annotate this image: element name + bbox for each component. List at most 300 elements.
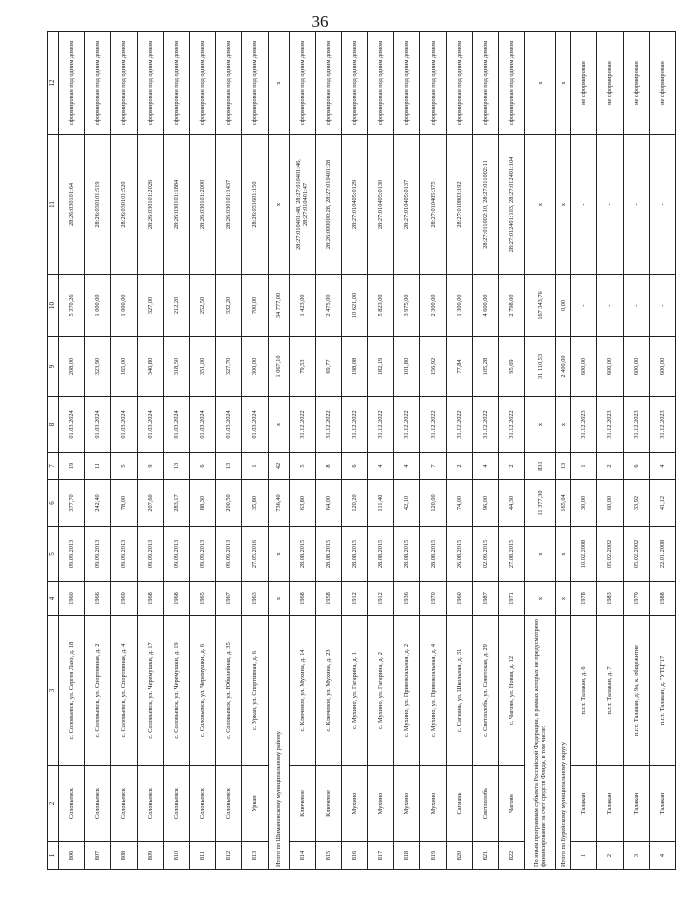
table-cell: с. Мухино, ул. Привокзальная, д. 4 [420, 616, 446, 766]
table-cell: 208,00 [59, 337, 85, 397]
table-cell: 1 067,10 [268, 337, 289, 397]
table-cell: 252,50 [189, 275, 215, 337]
table-cell: 19 [59, 453, 85, 480]
table-cell: - [623, 275, 649, 337]
table-row [289, 32, 315, 870]
table-cell: сформирован под одним домом [420, 32, 446, 135]
table-cell: 2 400,00 [556, 337, 571, 397]
table-cell: 09.09.2013 [137, 527, 163, 582]
table-cell: Соловьевск [137, 766, 163, 842]
table-cell: 9 [137, 453, 163, 480]
table-cell: 1 423,00 [289, 275, 315, 337]
table-cell: 817 [368, 842, 394, 870]
table-cell: 28:26:030101:519 [85, 135, 111, 275]
page-number: 36 [311, 12, 329, 31]
table-cell: 1912 [341, 582, 367, 616]
table-cell: 600,00 [571, 337, 597, 397]
table-cell: 31.12.2022 [289, 397, 315, 453]
table-cell: 28:27:012401:103, 28:27:012401:104 [499, 135, 525, 275]
table-cell: Сагиань [446, 766, 472, 842]
table-cell: не сформирован [597, 32, 623, 135]
table-cell: Мухино [420, 766, 446, 842]
table-cell: 0,00 [556, 275, 571, 337]
table-cell: 13 [556, 453, 571, 480]
table-cell: 323,90 [85, 337, 111, 397]
table-cell: x [556, 397, 571, 453]
table-cell: 351,00 [189, 337, 215, 397]
table-header-row [48, 32, 59, 870]
table-cell: 6 [341, 453, 367, 480]
table-cell: 736,40 [268, 480, 289, 527]
table-cell: 318,50 [163, 337, 189, 397]
table-cell: 1 000,00 [111, 275, 137, 337]
table-cell: x [525, 582, 556, 616]
table-cell: 700,00 [242, 275, 268, 337]
table-cell: - [571, 135, 597, 275]
table-row [111, 32, 137, 870]
table-cell: 8 [315, 453, 341, 480]
table-cell: 95,69 [499, 337, 525, 397]
table-row [571, 32, 597, 870]
table-cell: 09.09.2013 [216, 527, 242, 582]
table-cell: 820 [446, 842, 472, 870]
table-cell: с. Соловьевск, ул. Спортивная, д. 4 [111, 616, 137, 766]
table-cell: 1966 [85, 582, 111, 616]
table-total-row [525, 32, 556, 870]
table-cell: п.г.т. Талакан, д. 6 [571, 616, 597, 766]
table-cell: 4 [368, 453, 394, 480]
table-cell: 2 300,00 [420, 275, 446, 337]
table-cell: x [525, 32, 556, 135]
table-cell: 31.12.2022 [394, 397, 420, 453]
table-cell: 377,70 [59, 480, 85, 527]
table-cell: 815 [315, 842, 341, 870]
table-cell: 821 [472, 842, 498, 870]
table-cell: 5 [289, 453, 315, 480]
table-cell: 10 [48, 275, 59, 337]
table-cell: x [268, 527, 289, 582]
table-cell: п.г.т. Талакан, д. 9а, к. общежитие [623, 616, 649, 766]
table-cell: 1965 [189, 582, 215, 616]
table-cell: сформирован под одним домом [189, 32, 215, 135]
table-cell: 212,20 [163, 275, 189, 337]
table-cell: 28.08.2015 [368, 527, 394, 582]
table-cell: сформирован под одним домом [341, 32, 367, 135]
table-cell: 77,84 [446, 337, 472, 397]
table-cell: сформирован под одним домом [242, 32, 268, 135]
table-cell: 101,80 [394, 337, 420, 397]
table-cell: 28:26:030101:2026 [137, 135, 163, 275]
table-cell: Талакан [597, 766, 623, 842]
table-row [472, 32, 498, 870]
table-cell: п.г.т. Талакан, д. 7 [597, 616, 623, 766]
table-cell: 167 343,76 [525, 275, 556, 337]
table-cell: 10.02.2008 [571, 527, 597, 582]
table-cell: 13 [163, 453, 189, 480]
table-cell: п.г.т. Талакан, д. "УТЦ"17 [649, 616, 675, 766]
table-cell: 327,70 [216, 337, 242, 397]
table-cell: 2 [597, 453, 623, 480]
table-row [499, 32, 525, 870]
table-cell: 3 [48, 616, 59, 766]
table-cell: с. Уркан, ул. Спортивная, д. 6 [242, 616, 268, 766]
table-cell: x [556, 582, 571, 616]
table-cell: с. Ключевое, ул. Мухина, д. 23 [315, 616, 341, 766]
table-row [137, 32, 163, 870]
table-cell: 2 [48, 766, 59, 842]
table-cell: 28:27:011002:10, 28:27:011002:11 [472, 135, 498, 275]
table-cell: 05.02.2002 [623, 527, 649, 582]
table-cell: 207,60 [137, 480, 163, 527]
table-cell: с. Светлолобь, ул. Советская, д. 29 [472, 616, 498, 766]
table-cell: 28.08.2015 [394, 527, 420, 582]
table-cell: Мухино [394, 766, 420, 842]
table-cell: 28:27:010405:375 [420, 135, 446, 275]
table-cell: 79,53 [289, 337, 315, 397]
table-row [394, 32, 420, 870]
table-cell: с. Соловьевск, ул. Черемушки, д. 17 [137, 616, 163, 766]
table-cell: с. Чагоян, ул. Новая, д. 12 [499, 616, 525, 766]
table-total-row [556, 32, 571, 870]
table-cell: 09.09.2013 [189, 527, 215, 582]
table-cell: 28:26:030101:1437 [216, 135, 242, 275]
table-cell: Чагоян [499, 766, 525, 842]
table-cell: 31.12.2022 [446, 397, 472, 453]
table-cell: 300,00 [242, 337, 268, 397]
table-cell: с. Мухино, ул. Гагарина, д. 1 [341, 616, 367, 766]
table-cell: 242,40 [85, 480, 111, 527]
table-cell: 6 [623, 453, 649, 480]
table-cell: 96,00 [472, 480, 498, 527]
table-cell: 28:26:030101:520 [111, 135, 137, 275]
table-cell: x [556, 32, 571, 135]
table-cell: сформирован под одним домом [216, 32, 242, 135]
table-cell: По иным программам субъекта Российской Федерации, в рамках которых не предусмотрено финансирование за счет средств Фонда, в том числе: [525, 616, 556, 870]
table-row [341, 32, 367, 870]
table-cell: 11 [48, 135, 59, 275]
table-cell: 4 [649, 453, 675, 480]
table-row [315, 32, 341, 870]
table-cell: 28:27:010405:0129 [341, 135, 367, 275]
table-cell: 1983 [597, 582, 623, 616]
table-cell: Талакан [623, 766, 649, 842]
table-cell: 01.03.2024 [85, 397, 111, 453]
table-cell: 31 110,53 [525, 337, 556, 397]
table-cell: 3 [623, 842, 649, 870]
table-cell: 1970 [420, 582, 446, 616]
table-cell: сформирован под одним домом [85, 32, 111, 135]
table-cell: 28:27:010405:0130 [368, 135, 394, 275]
table-cell: 28:26:000000:28, 28:27:010401:28 [315, 135, 341, 275]
table-cell: 33,92 [623, 480, 649, 527]
table-cell: сформирован под одним домом [472, 32, 498, 135]
table-row [59, 32, 85, 870]
table-cell: 1960 [446, 582, 472, 616]
table-cell: Соловьевск [163, 766, 189, 842]
table-cell: 69,77 [315, 337, 341, 397]
housing-table [47, 31, 676, 870]
table-cell: x [268, 582, 289, 616]
table-cell: 600,00 [623, 337, 649, 397]
table-cell: не сформирован [649, 32, 675, 135]
table-cell: 5 [111, 453, 137, 480]
table-cell: Итого по Шимановскому муниципальному району [268, 616, 289, 870]
table-cell: 42 [268, 453, 289, 480]
table-cell: x [525, 527, 556, 582]
table-cell: 283,17 [163, 480, 189, 527]
table-cell: 165,04 [556, 480, 571, 527]
table-cell: 813 [242, 842, 268, 870]
table-cell: x [525, 135, 556, 275]
table-cell: 809 [137, 842, 163, 870]
table-cell: 812 [216, 842, 242, 870]
table-cell: 2 475,00 [315, 275, 341, 337]
table-cell: 600,00 [649, 337, 675, 397]
table-cell: 4 [472, 453, 498, 480]
table-row [85, 32, 111, 870]
table-cell: сформирован под одним домом [315, 32, 341, 135]
table-cell: 1 [242, 453, 268, 480]
table-cell: 01.03.2024 [163, 397, 189, 453]
table-cell: 6 [189, 453, 215, 480]
table-cell: 814 [289, 842, 315, 870]
table-cell: 5 [48, 527, 59, 582]
table-cell: 74,00 [446, 480, 472, 527]
table-cell: 13 [216, 453, 242, 480]
table-cell: x [556, 527, 571, 582]
table-cell: 42,10 [394, 480, 420, 527]
table-cell: сформирован под одним домом [137, 32, 163, 135]
table-row [242, 32, 268, 870]
table-cell: 182,19 [368, 337, 394, 397]
table-cell: 28:26:031601:150 [242, 135, 268, 275]
table-cell: 60,00 [597, 480, 623, 527]
table-cell: 200,50 [216, 480, 242, 527]
table-cell: 1 [571, 453, 597, 480]
table-cell: 332,20 [216, 275, 242, 337]
table-cell: с. Соловьевск, ул. Сергея Лазо, д. 18 [59, 616, 85, 766]
table-cell: x [525, 397, 556, 453]
table-cell: x [268, 397, 289, 453]
table-cell: 01.03.2024 [59, 397, 85, 453]
table-cell: - [597, 135, 623, 275]
table-cell: 27.08.2015 [499, 527, 525, 582]
table-cell: 1988 [649, 582, 675, 616]
table-cell: Мухино [341, 766, 367, 842]
table-cell: сформирован под одним домом [163, 32, 189, 135]
table-cell: 1 000,00 [85, 275, 111, 337]
table-cell: 5 370,26 [59, 275, 85, 337]
table-cell: 28:27:010803:192 [446, 135, 472, 275]
table-cell: 198,08 [341, 337, 367, 397]
table-cell: 28:26:030101:1884 [163, 135, 189, 275]
table-cell: 01.03.2024 [189, 397, 215, 453]
table-cell: 31.12.2022 [472, 397, 498, 453]
table-body [48, 32, 676, 870]
table-cell: 1912 [368, 582, 394, 616]
table-cell: 810 [163, 842, 189, 870]
table-cell: 31.12.2022 [420, 397, 446, 453]
table-cell: 120,00 [420, 480, 446, 527]
table-cell: 12 [48, 32, 59, 135]
table-cell: 105,28 [472, 337, 498, 397]
table-cell: не сформирован [571, 32, 597, 135]
table-row [368, 32, 394, 870]
table-cell: 1969 [111, 582, 137, 616]
table-cell: Ключевое [289, 766, 315, 842]
table-cell: 31.12.2023 [623, 397, 649, 453]
table-cell: 7 [420, 453, 446, 480]
table-cell: 165,00 [111, 337, 137, 397]
table-cell: 26.08.2015 [446, 527, 472, 582]
table-cell: с. Соловьевск, ул. Черемушки, д. 6 [189, 616, 215, 766]
table-row [163, 32, 189, 870]
table-cell: Соловьевск [85, 766, 111, 842]
table-cell: 807 [85, 842, 111, 870]
table-cell: 30,00 [571, 480, 597, 527]
table-cell: 818 [394, 842, 420, 870]
table-cell: - [649, 275, 675, 337]
table-cell: 1 300,00 [446, 275, 472, 337]
table-cell: 31.12.2023 [649, 397, 675, 453]
table-cell: 31.12.2022 [499, 397, 525, 453]
table-cell: x [268, 135, 289, 275]
table-cell: 1936 [394, 582, 420, 616]
table-cell: - [571, 275, 597, 337]
table-cell: 78,00 [111, 480, 137, 527]
table-cell: 4 [649, 842, 675, 870]
table-cell: 31.12.2022 [368, 397, 394, 453]
table-cell: 5 823,00 [368, 275, 394, 337]
table-cell: с. Мухино, ул. Гагарина, д. 2 [368, 616, 394, 766]
table-row [189, 32, 215, 870]
table-cell: 831 [525, 453, 556, 480]
table-cell: 819 [420, 842, 446, 870]
table-cell: 327,00 [137, 275, 163, 337]
table-cell: сформирован под одним домом [289, 32, 315, 135]
table-cell: Мухино [368, 766, 394, 842]
table-row [623, 32, 649, 870]
table-cell: 05.02.2002 [597, 527, 623, 582]
table-cell: с. Ключевое, ул. Мухина, д. 14 [289, 616, 315, 766]
table-cell: 1968 [137, 582, 163, 616]
table-cell: 4 [394, 453, 420, 480]
table-cell: 28.08.2015 [420, 527, 446, 582]
table-cell: 1960 [59, 582, 85, 616]
table-cell: с. Соловьевск, ул. Юбилейная, д. 35 [216, 616, 242, 766]
table-cell: 10 621,00 [341, 275, 367, 337]
table-cell: 9 [48, 337, 59, 397]
table-row [649, 32, 675, 870]
table-cell: 02.09.2015 [472, 527, 498, 582]
table-cell: 28:27:010401:48, 28:27:010401:46, 28:27:010401:47 [289, 135, 315, 275]
table-cell: - [597, 275, 623, 337]
table-cell: 8 [48, 397, 59, 453]
table-cell: 2 [597, 842, 623, 870]
table-cell: 1968 [163, 582, 189, 616]
table-cell: сформирован под одним домом [499, 32, 525, 135]
table-cell: 01.03.2024 [216, 397, 242, 453]
table-cell: 28.08.2015 [341, 527, 367, 582]
table-cell: Светлолобь [472, 766, 498, 842]
table-cell: 111,40 [368, 480, 394, 527]
table-row [597, 32, 623, 870]
table-cell: 7 [48, 453, 59, 480]
table-cell: 34 777,00 [268, 275, 289, 337]
table-cell: Соловьевск [111, 766, 137, 842]
table-cell: 88,30 [189, 480, 215, 527]
table-cell: 31.12.2022 [315, 397, 341, 453]
table-cell: 822 [499, 842, 525, 870]
table-cell: 63,80 [289, 480, 315, 527]
table-cell: 01.03.2024 [242, 397, 268, 453]
table-cell: x [556, 135, 571, 275]
table-cell: Соловьевск [216, 766, 242, 842]
table-cell: Соловьевск [189, 766, 215, 842]
table-cell: 11 [85, 453, 111, 480]
table-row [216, 32, 242, 870]
table-cell: 44,30 [499, 480, 525, 527]
table-cell: 22.01.2008 [649, 527, 675, 582]
table-cell: 1 [571, 842, 597, 870]
table-cell: 2 [499, 453, 525, 480]
table-cell: с. Сагиань, ул. Школьная, д. 31 [446, 616, 472, 766]
table-cell: 1 [48, 842, 59, 870]
table-cell: 1987 [472, 582, 498, 616]
table-cell: сформирован под одним домом [59, 32, 85, 135]
table-cell: 01.03.2024 [137, 397, 163, 453]
table-cell: с. Соловьевск, ул. Спортивная, д. 2 [85, 616, 111, 766]
table-total-row [268, 32, 289, 870]
table-cell: 28:26:030101:64 [59, 135, 85, 275]
table-cell: 2 798,00 [499, 275, 525, 337]
table-cell: 28:26:030101:2000 [189, 135, 215, 275]
table-cell: - [649, 135, 675, 275]
table-cell: 09.09.2013 [85, 527, 111, 582]
table-cell: 31.12.2023 [597, 397, 623, 453]
table-cell: 1963 [242, 582, 268, 616]
table-cell: 28.08.2015 [315, 527, 341, 582]
table-cell: 808 [111, 842, 137, 870]
table-cell: 31.12.2022 [341, 397, 367, 453]
table-cell: 41,12 [649, 480, 675, 527]
table-row [420, 32, 446, 870]
table-cell: 156,92 [420, 337, 446, 397]
table-cell: - [623, 135, 649, 275]
table-cell: 09.09.2013 [59, 527, 85, 582]
table-cell: 28:27:010405:0137 [394, 135, 420, 275]
table-cell: с. Мухино, ул. Привокзальная, д. 2 [394, 616, 420, 766]
rotated-table-container [47, 32, 666, 870]
table-cell: Ключевое [315, 766, 341, 842]
table-cell: 01.03.2024 [111, 397, 137, 453]
table-cell: 120,20 [341, 480, 367, 527]
table-cell: сформирован под одним домом [368, 32, 394, 135]
table-cell: 1979 [623, 582, 649, 616]
table-cell: сформирован под одним домом [111, 32, 137, 135]
table-row [446, 32, 472, 870]
table-cell: 806 [59, 842, 85, 870]
table-cell: не сформирован [623, 32, 649, 135]
table-cell: 35,80 [242, 480, 268, 527]
table-cell: 6 [48, 480, 59, 527]
table-cell: 816 [341, 842, 367, 870]
table-cell: сформирован под одним домом [446, 32, 472, 135]
table-cell: 64,00 [315, 480, 341, 527]
table-cell: 2 [446, 453, 472, 480]
table-cell: 11 377,30 [525, 480, 556, 527]
table-cell: 1967 [216, 582, 242, 616]
